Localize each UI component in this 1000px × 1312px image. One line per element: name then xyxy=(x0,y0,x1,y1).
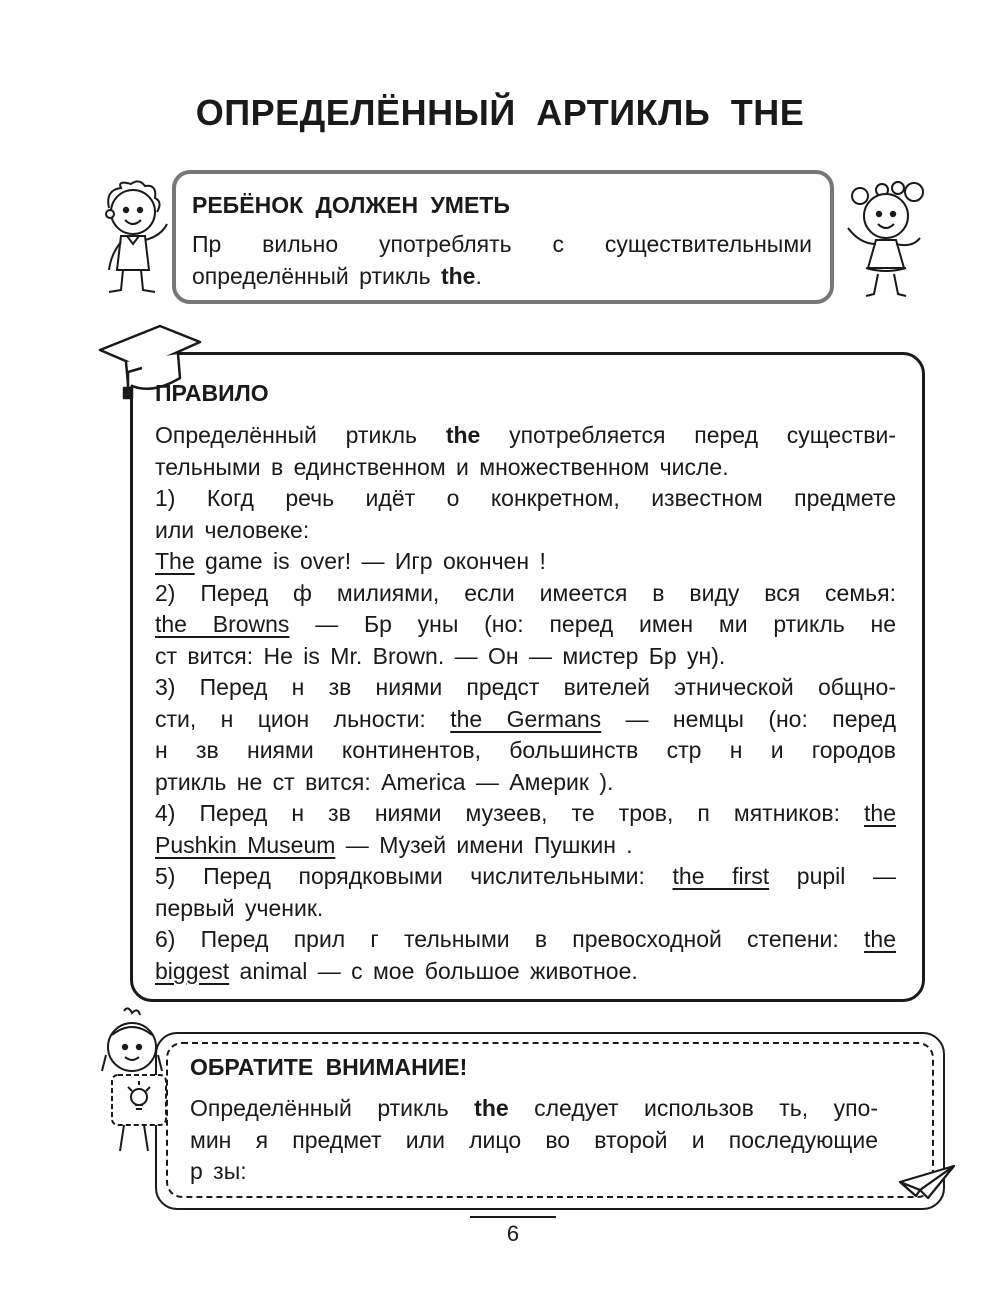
rule-line: первый ученик. xyxy=(155,894,324,921)
attention-line: Определённый ртикль the следует использов ть, упо- xyxy=(190,1095,879,1121)
rule-line: ст вится: He is Mr. Brown. — Он — мистер Бр ун). xyxy=(155,642,726,669)
skills-heading: РЕБЁНОК ДОЛЖЕН УМЕТЬ xyxy=(192,192,510,218)
rule-line: The game is over! — Игр окончен ! xyxy=(155,548,546,574)
attention-line: р зы: xyxy=(190,1158,247,1184)
rule-line: 6) Перед прил г тельными в превосходной степени: the xyxy=(155,926,896,952)
rule-text xyxy=(155,420,896,987)
rule-line: 4) Перед н зв ниями музеев, те тров, п мятников: the xyxy=(155,800,896,826)
page-title: ОПРЕДЕЛЁННЫЙ АРТИКЛЬ THE xyxy=(195,92,805,133)
rule-line: the Browns — Бр уны (но: перед имен ми ртикль не xyxy=(155,611,896,637)
rule-line: biggest animal — с мое большое животное. xyxy=(155,957,638,984)
rule-line: н зв ниями континентов, большинств стр н и городов xyxy=(155,737,896,763)
page-number: 6 xyxy=(506,1221,520,1246)
girl-illustration xyxy=(838,178,928,302)
paper-plane-icon xyxy=(898,1162,958,1202)
attention-heading: ОБРАТИТЕ ВНИМАНИЕ! xyxy=(190,1054,468,1080)
skills-text xyxy=(192,229,812,292)
rule-line: 3) Перед н зв ниями предст вителей этнической общно- xyxy=(155,674,896,700)
page-number-rule xyxy=(470,1216,556,1218)
rule-line: Определённый ртикль the употребляется перед существи- xyxy=(155,422,896,448)
rule-line: 2) Перед ф милиями, если имеется в виду вся семья: xyxy=(155,579,896,606)
rule-line: Pushkin Museum — Музей имени Пушкин . xyxy=(155,831,633,858)
rule-line: сти, н цион льности: the Germans — немцы (но: перед xyxy=(155,705,896,732)
girl-with-sign-illustration xyxy=(98,1005,188,1155)
rule-heading: ПРАВИЛО xyxy=(155,380,269,406)
skills-line: Пр вильно употреблять с существительными xyxy=(192,231,812,257)
attention-line: мин я предмет или лицо во второй и последующие xyxy=(190,1126,878,1153)
rule-line: или человеке: xyxy=(155,516,310,543)
skills-line: определённый ртикль the. xyxy=(192,262,482,289)
rule-line: ртикль не ст вится: America — Америк ). xyxy=(155,768,614,795)
rule-line: тельными в единственном и множественном числе. xyxy=(155,453,729,480)
rule-line: 5) Перед порядковыми числительными: the first pupil — xyxy=(155,863,896,889)
attention-text xyxy=(190,1093,878,1188)
boy-illustration xyxy=(95,178,175,296)
rule-line: 1) Когд речь идёт о конкретном, известном предмете xyxy=(155,485,896,511)
